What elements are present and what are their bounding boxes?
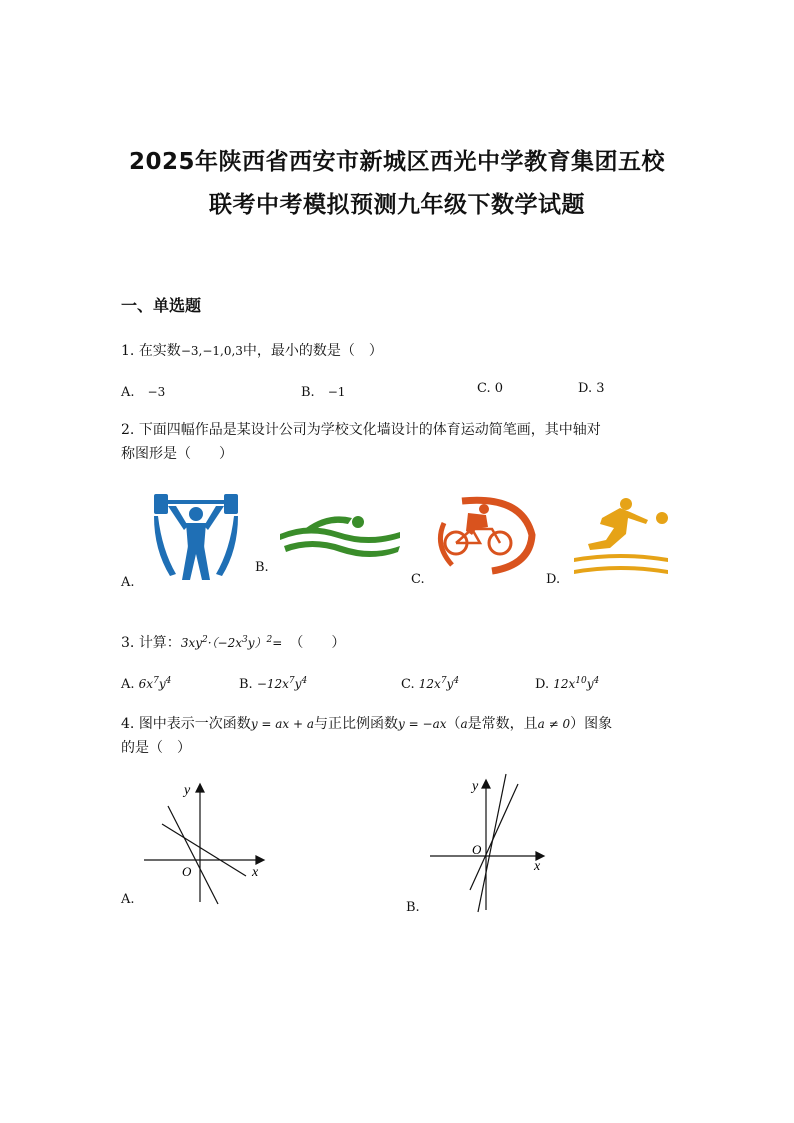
swimmer-icon[interactable] bbox=[278, 508, 404, 562]
graph-b[interactable] bbox=[428, 770, 552, 914]
math-expression: $3xy^2\cdot(-2x^3y)^2=$ bbox=[180, 635, 283, 650]
q2-option-b[interactable]: B. bbox=[255, 560, 269, 575]
q4-option-a[interactable]: A. bbox=[121, 892, 135, 907]
page-title-line1: 2025年陕西省西安市新城区西光中学教育集团五校 bbox=[128, 149, 665, 175]
q3-option-b[interactable]: B. $-12x^7y^4$ bbox=[239, 676, 308, 692]
q2-option-d[interactable]: D. bbox=[546, 572, 561, 587]
question-number: 3. bbox=[121, 635, 135, 651]
x-axis-label: x bbox=[252, 865, 259, 880]
q1-option-a[interactable]: A. −3 bbox=[121, 385, 166, 400]
q3-option-c[interactable]: C. $12x^7y^4$ bbox=[401, 676, 460, 692]
question-text: 下面四幅作品是某设计公司为学校文化墙设计的体育运动简笔画，其中轴对 bbox=[138, 422, 601, 438]
q1-option-b[interactable]: B. −1 bbox=[301, 385, 346, 400]
question-text: 在实数 bbox=[138, 343, 181, 359]
math-expression: −3,−1,0,3 bbox=[180, 344, 243, 358]
origin-label: O bbox=[182, 864, 192, 879]
question-text: 中，最小的数是（ ） bbox=[242, 343, 383, 359]
question-3 bbox=[121, 628, 681, 655]
q2-option-c[interactable]: C. bbox=[411, 572, 425, 587]
question-text: 图中表示一次函数 bbox=[138, 716, 251, 732]
q3-option-a[interactable]: A. $6x^7y^4$ bbox=[121, 676, 172, 692]
question-2 bbox=[121, 418, 681, 466]
y-axis-label: y bbox=[472, 779, 479, 794]
question-text: （ ） bbox=[296, 635, 346, 651]
math-expression: y = ax + a bbox=[250, 717, 315, 731]
question-text: 称图形是（ ） bbox=[121, 446, 233, 462]
cyclist-icon[interactable] bbox=[432, 495, 538, 575]
weightlifter-icon[interactable] bbox=[148, 490, 244, 582]
q1-option-d[interactable]: D. 3 bbox=[578, 381, 605, 396]
y-axis-label: y bbox=[184, 783, 191, 798]
graph-a[interactable] bbox=[140, 776, 270, 906]
q2-option-a[interactable]: A. bbox=[121, 575, 135, 590]
question-4: 4. 图中表示一次函数y = ax + a与正比例函数y = −ax（a是常数，且a ≠ 0）图象 的是（ ） bbox=[121, 716, 613, 756]
q4-option-b[interactable]: B. bbox=[406, 900, 420, 915]
x-axis-label: x bbox=[534, 859, 541, 874]
q3-option-d[interactable]: D. $12x^{10}y^4$ bbox=[535, 676, 600, 692]
q1-option-c[interactable]: C. 0 bbox=[477, 381, 504, 396]
question-1 bbox=[121, 339, 681, 363]
question-text: 与正比例函数 bbox=[314, 716, 399, 732]
question-number: 1. bbox=[121, 343, 135, 359]
math-expression: y = −ax bbox=[398, 717, 447, 731]
volleyball-player-icon[interactable] bbox=[570, 494, 672, 580]
math-expression: a ≠ 0 bbox=[537, 717, 571, 731]
section-heading: 一、单选题 bbox=[121, 296, 202, 315]
question-number: 2. bbox=[121, 422, 135, 438]
question-text: 的是（ ） bbox=[121, 740, 191, 756]
question-number: 4. bbox=[121, 716, 135, 732]
origin-label: O bbox=[472, 842, 482, 857]
question-text: 计算： bbox=[138, 635, 181, 651]
page-title-line2: 联考中考模拟预测九年级下数学试题 bbox=[209, 192, 585, 218]
